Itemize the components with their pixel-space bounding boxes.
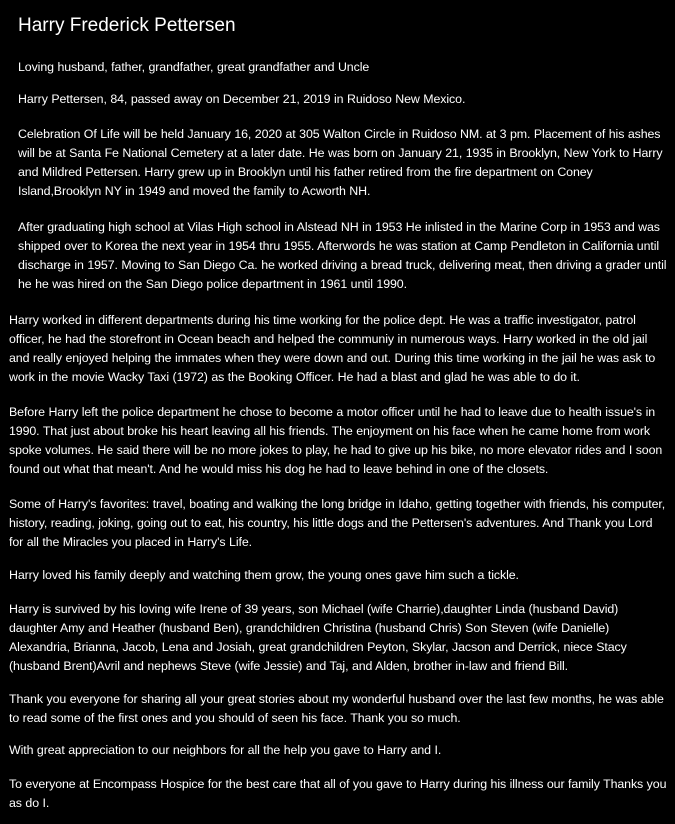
subtitle-paragraph: Loving husband, father, grandfather, great grandfather and Uncle: [18, 60, 370, 74]
hospice-paragraph: To everyone at Encompass Hospice for the best care that all of you gave to Harry during his illness our family Thanks you as do I.: [9, 777, 667, 810]
family-love-paragraph: Harry loved his family deeply and watching them grow, the young ones gave him such a tickle.: [9, 568, 519, 582]
death-notice-paragraph: Harry Pettersen, 84, passed away on December 21, 2019 in Ruidoso New Mexico.: [18, 92, 466, 106]
military-paragraph: After graduating high school at Vilas High school in Alstead NH in 1953 He inlisted in the Marine Corp in 1953 and was shipped over to Korea the next year in 1954 thru 1955. Afterwords he was station at Camp Pendleton in California until discharge in 1957. Moving to San Diego Ca. he worked driving a bread truck, delivering meat, then driving a grader until he he was hired on the San Diego police department in 1961 until 1990.: [18, 220, 667, 291]
survivors-paragraph: Harry is survived by his loving wife Irene of 39 years, son Michael (wife Charrie),daughter Linda (husband David) daughter Amy and Heather (husband Ben), grandchildren Christina (husband Chris) Son Steven (wife Danielle) Alexandria, Brianna, Jacob, Lena and Josiah, great grandchildren Peyton, Skylar, Jacson and Derrick, niece Stacy (husband Brent)Avril and nephews Steve (wife Jessie) and Taj, and Alden, brother in-law and friend Bill.: [9, 602, 627, 673]
motor-officer-paragraph: Before Harry left the police department he chose to become a motor officer until he had to leave due to health issue's in 1990. That just about broke his heart leaving all his friends. The enjoyment on his face when he came home from work spoke volumes. He said there will be no more jokes to play, he had to give up his bike, no more elevator rides and I soon found out what that mean't. And he would miss his dog he had to leave behind in one of the closets.: [9, 405, 663, 476]
favorites-paragraph: Some of Harry's favorites: travel, boating and walking the long bridge in Idaho, getting together with friends, his computer, history, reading, joking, going out to eat, his country, his little dogs and the Pettersen's adventures. And Thank you Lord for all the Miracles you placed in Harry's Life.: [9, 497, 666, 549]
celebration-paragraph: Celebration Of Life will be held January 16, 2020 at 305 Walton Circle in Ruidoso NM. at 3 pm. Placement of his ashes will be at Santa Fe National Cemetery at a later date. He was born on January 21, 1935 in Brooklyn, New York to Harry and Mildred Pettersen. Harry grew up in Brooklyn until his father retired from the fire department on Coney Island,Brooklyn NY in 1949 and moved the family to Acworth NH.: [18, 127, 663, 198]
thanks-stories-paragraph: Thank you everyone for sharing all your great stories about my wonderful husband over the last few months, he was able to read some of the first ones and you should of seen his face. Thank you so much.: [9, 692, 664, 725]
page-title: Harry Frederick Pettersen: [18, 15, 236, 36]
police-work-paragraph: Harry worked in different departments during his time working for the police dept. He was a traffic investigator, patrol officer, he had the storefront in Ocean beach and helped the communiy in numerous ways. Harry worked in the old jail and really enjoyed helping the immates when they were down and out. During this time working in the jail he was ask to work in the movie Wacky Taxi (1972) as the Booking Officer. He had a blast and glad he was able to do it.: [9, 313, 656, 384]
neighbors-paragraph: With great appreciation to our neighbors for all the help you gave to Harry and I.: [9, 743, 442, 757]
